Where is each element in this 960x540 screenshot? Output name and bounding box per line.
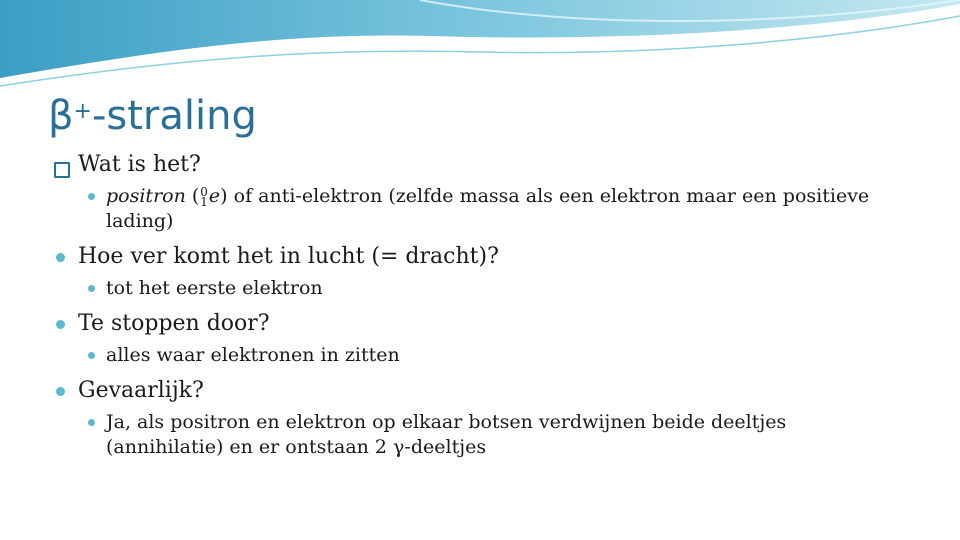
bullet-item-2: Hoe ver komt het in lucht (= dracht)?	[52, 242, 872, 272]
header-wave-decoration	[0, 0, 960, 90]
sub-bullet-3: alles waar elektronen in zitten	[52, 343, 872, 368]
bullet-item-3: Te stoppen door?	[52, 309, 872, 339]
sub-bullet-2: tot het eerste elektron	[52, 276, 872, 301]
nuclide-notation: 0 1	[200, 185, 208, 209]
slide-title: β+-straling	[48, 93, 257, 139]
bullet-item-1: Wat is het?	[52, 150, 872, 180]
sub-bullet-4: Ja, als positron en elektron op elkaar botsen verdwijnen beide deeltjes (annihilatie) en er ontstaan 2 γ-deeltjes	[52, 410, 872, 460]
bullet-item-4: Gevaarlijk?	[52, 376, 872, 406]
sub-bullet-1: positron ( 0 1 e) of anti-elektron (zelfde massa als een elektron maar een positieve lading)	[52, 184, 872, 234]
bullet-list	[52, 150, 872, 468]
